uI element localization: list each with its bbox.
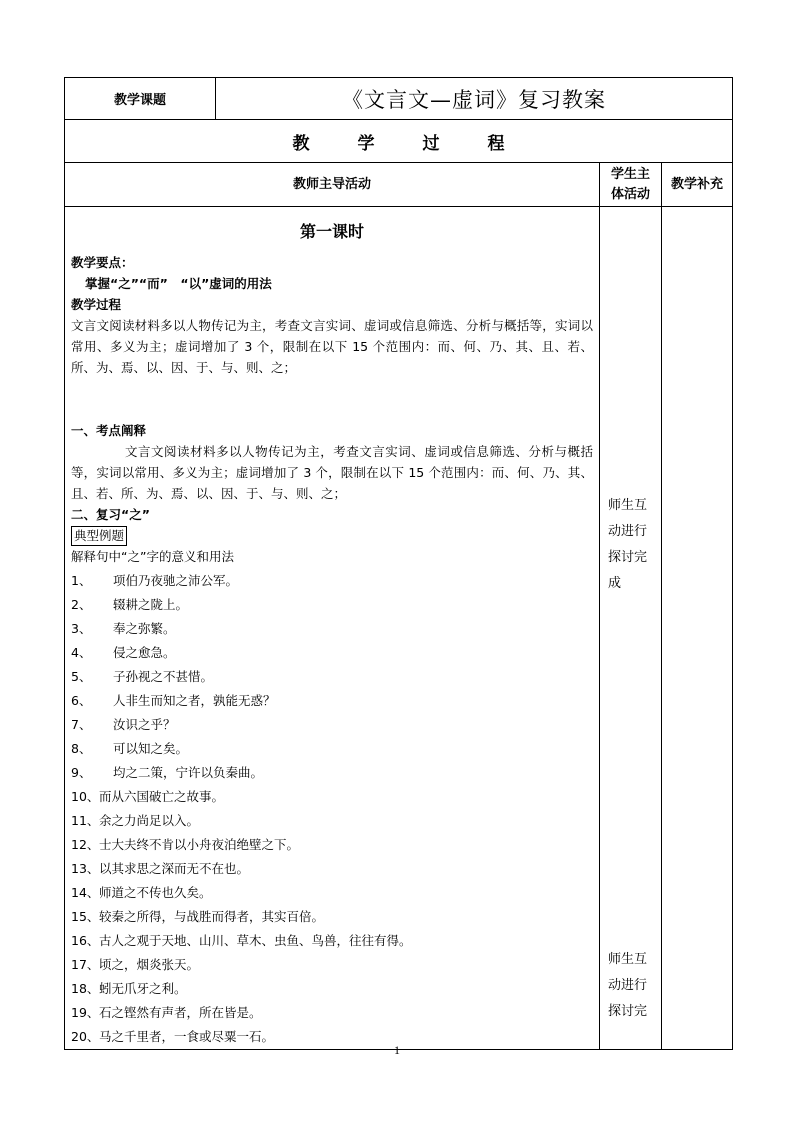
item-text: 人非生而知之者，孰能无惑？ [113, 693, 276, 708]
process-char-2: 学 [357, 133, 375, 154]
spacer [71, 378, 593, 420]
list-item [71, 1001, 593, 1025]
document-title: 《文言文—虚词》复习教案 [216, 78, 733, 120]
item-number: 8、 [71, 741, 92, 756]
item-number: 4、 [71, 645, 92, 660]
supplement-header: 教学补充 [662, 163, 733, 207]
item-number: 6、 [71, 693, 92, 708]
item-number: 15、 [71, 909, 100, 924]
teacher-activity-header: 教师主导活动 [65, 163, 600, 207]
item-text: 辍耕之陇上。 [113, 597, 189, 612]
page-number: 1 [394, 1043, 400, 1057]
list-item [71, 641, 593, 665]
list-item [71, 905, 593, 929]
instruction: 解释句中“之”字的意义和用法 [71, 549, 234, 564]
list-item [71, 617, 593, 641]
process-heading-text: 教学过程 [71, 297, 122, 312]
supplement-content [662, 207, 733, 1050]
list-item [71, 665, 593, 689]
example-list [71, 569, 593, 1049]
item-text: 而从六国破亡之故事。 [99, 789, 225, 804]
item-number: 12、 [71, 837, 100, 852]
note-2-line-1: 师生互 [608, 952, 648, 967]
item-text: 侵之愈急。 [113, 645, 176, 660]
list-item [71, 737, 593, 761]
process-char-1: 教 [292, 133, 310, 154]
item-text: 马之千里者，一食或尽粟一石。 [99, 1029, 275, 1044]
item-number: 9、 [71, 765, 92, 780]
process-char-4: 程 [487, 133, 505, 154]
topic-label: 教学课题 [65, 78, 216, 120]
item-text: 古人之观于天地、山川、草木、虫鱼、鸟兽，往往有得。 [99, 933, 412, 948]
item-text: 较秦之所得，与战胜而得者，其实百倍。 [99, 909, 325, 924]
list-item [71, 713, 593, 737]
item-number: 10、 [71, 789, 100, 804]
list-item [71, 857, 593, 881]
example-label: 典型例题 [71, 526, 127, 546]
item-text: 余之力尚足以入。 [99, 813, 200, 828]
list-item [71, 785, 593, 809]
list-item [71, 977, 593, 1001]
note-2-line-3: 探讨完 [608, 1004, 648, 1019]
list-item [71, 689, 593, 713]
list-item [71, 569, 593, 593]
key-points: 掌握“之”“而” “以”虚词的用法 [85, 276, 272, 291]
section2-heading: 二、复习“之” [71, 507, 150, 522]
note-1-line-3: 探讨完 [608, 550, 648, 565]
note-1-line-4: 成 [608, 576, 622, 591]
section1-heading: 一、考点阐释 [71, 423, 147, 438]
intro-paragraph: 文言文阅读材料多以人物传记为主，考查文言实词、虚词或信息筛选、分析与概括等，实词以常用、多义为主；虚词增加了 3 个，限制在以下 15 个范围内：而、何、乃、其、且、若、所、为、焉、以、因、于、与、则、之； [71, 318, 593, 375]
list-item [71, 593, 593, 617]
item-text: 可以知之矣。 [113, 741, 189, 756]
list-item [71, 761, 593, 785]
item-number: 14、 [71, 885, 100, 900]
student-activity-content [600, 207, 662, 1050]
item-number: 3、 [71, 621, 92, 636]
teacher-activity-content [65, 207, 600, 1050]
key-points-heading: 教学要点： [71, 255, 134, 270]
item-text: 士大夫终不肯以小舟夜泊绝壁之下。 [99, 837, 300, 852]
item-text: 师道之不传也久矣。 [99, 885, 212, 900]
process-heading [65, 120, 733, 163]
item-number: 13、 [71, 861, 100, 876]
item-number: 2、 [71, 597, 92, 612]
lesson-plan-table [64, 77, 733, 1050]
note-1-line-1: 师生互 [608, 498, 648, 513]
item-number: 19、 [71, 1005, 100, 1020]
student-header-line-2: 体活动 [610, 186, 650, 202]
item-number: 16、 [71, 933, 100, 948]
item-text: 子孙视之不甚惜。 [113, 669, 214, 684]
process-char-3: 过 [422, 133, 440, 154]
list-item [71, 833, 593, 857]
item-number: 11、 [71, 813, 100, 828]
student-activity-header [600, 163, 662, 207]
item-number: 7、 [71, 717, 92, 732]
item-text: 奉之弥繁。 [113, 621, 176, 636]
note-1-line-2: 动进行 [608, 524, 648, 539]
item-text: 顷之，烟炎张天。 [99, 957, 200, 972]
section1-paragraph: 文言文阅读材料多以人物传记为主，考查文言实词、虚词或信息筛选、分析与概括等，实词以常用、多义为主；虚词增加了 3 个，限制在以下 15 个范围内：而、何、乃、其、且、若、所、为、焉、以、因、于、与、则、之； [71, 444, 593, 501]
item-text: 均之二策，宁许以负秦曲。 [113, 765, 264, 780]
item-text: 以其求思之深而无不在也。 [99, 861, 250, 876]
student-note-2 [608, 947, 658, 1025]
item-number: 18、 [71, 981, 100, 996]
student-note-1 [608, 493, 658, 597]
list-item [71, 809, 593, 833]
item-number: 1、 [71, 573, 92, 588]
item-text: 项伯乃夜驰之沛公军。 [113, 573, 239, 588]
content-row [65, 207, 733, 1050]
item-number: 5、 [71, 669, 92, 684]
list-item [71, 953, 593, 977]
column-header-row [65, 163, 733, 207]
list-item [71, 881, 593, 905]
lesson-title: 第一课时 [299, 222, 364, 241]
item-number: 17、 [71, 957, 100, 972]
item-text: 蚓无爪牙之利。 [99, 981, 187, 996]
note-2-line-2: 动进行 [608, 978, 648, 993]
list-item [71, 929, 593, 953]
example-label-line [71, 525, 593, 546]
item-text: 石之铿然有声者，所在皆是。 [99, 1005, 262, 1020]
process-row [65, 120, 733, 163]
header-row [65, 78, 733, 120]
item-text: 汝识之乎？ [113, 717, 176, 732]
item-number: 20、 [71, 1029, 100, 1044]
student-header-line-1: 学生主 [610, 166, 650, 182]
